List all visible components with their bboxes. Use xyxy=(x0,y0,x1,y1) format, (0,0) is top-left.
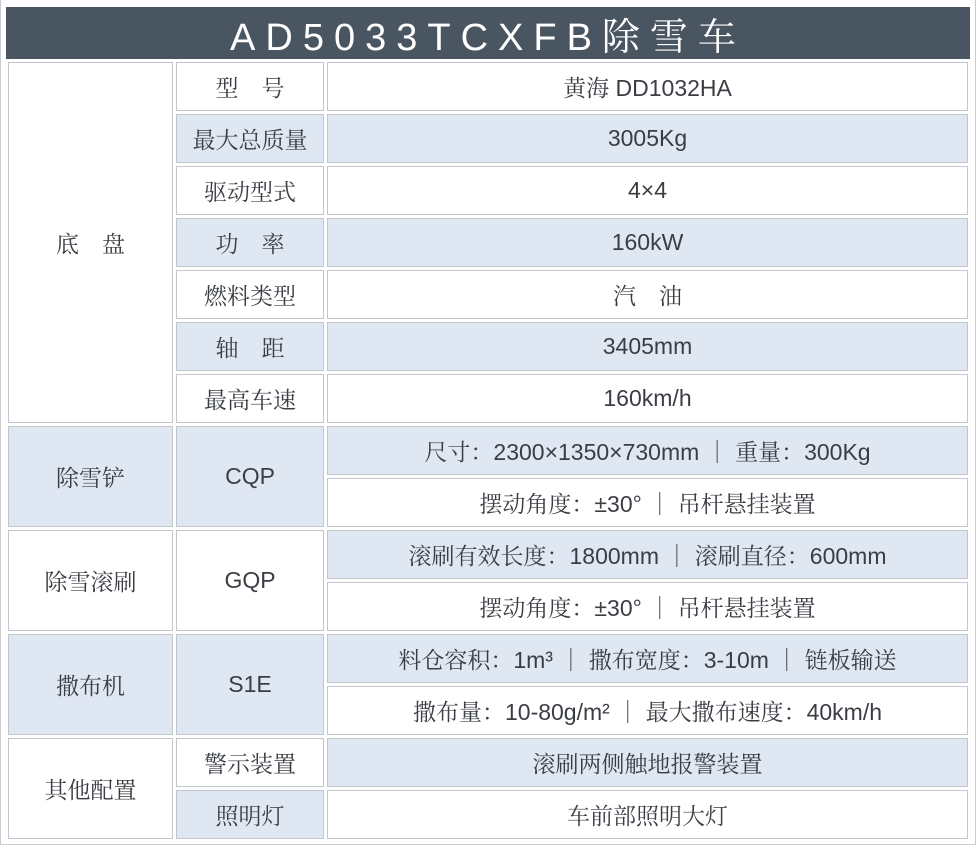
table-row xyxy=(8,634,968,683)
row-label: 驱动型式 xyxy=(176,166,324,215)
section-cell-other: 其他配置 xyxy=(8,738,173,839)
row-label: 轴 距 xyxy=(176,322,324,371)
page-title: AD5033TCXFB除雪车 xyxy=(230,16,746,59)
row-label: 警示装置 xyxy=(176,738,324,787)
row-value: 3005Kg xyxy=(327,114,968,163)
row-value: 160kW xyxy=(327,218,968,267)
table-row xyxy=(8,426,968,475)
title-bar xyxy=(6,7,970,59)
row-value: 滚刷两侧触地报警装置 xyxy=(327,738,968,787)
row-value: 料仓容积：1m³ ｜ 撒布宽度：3-10m ｜ 链板输送 xyxy=(327,634,968,683)
table-row xyxy=(8,62,968,111)
model-cell-spreader: S1E xyxy=(176,634,324,735)
row-value: 尺寸：2300×1350×730mm ｜ 重量：300Kg xyxy=(327,426,968,475)
row-value: 撒布量：10-80g/m² ｜ 最大撒布速度：40km/h xyxy=(327,686,968,735)
model-cell-brush: GQP xyxy=(176,530,324,631)
section-cell-chassis: 底 盘 xyxy=(8,62,173,423)
row-value: 4×4 xyxy=(327,166,968,215)
row-value: 滚刷有效长度：1800mm ｜ 滚刷直径：600mm xyxy=(327,530,968,579)
section-cell-spreader: 撒布机 xyxy=(8,634,173,735)
table-row xyxy=(8,530,968,579)
row-label: 燃料类型 xyxy=(176,270,324,319)
row-value: 车前部照明大灯 xyxy=(327,790,968,839)
row-label: 最高车速 xyxy=(176,374,324,423)
row-value: 3405mm xyxy=(327,322,968,371)
spec-table xyxy=(5,59,971,842)
section-cell-shovel: 除雪铲 xyxy=(8,426,173,527)
row-value: 160km/h xyxy=(327,374,968,423)
row-value: 摆动角度：±30° ｜ 吊杆悬挂装置 xyxy=(327,582,968,631)
row-value: 摆动角度：±30° ｜ 吊杆悬挂装置 xyxy=(327,478,968,527)
table-row xyxy=(8,738,968,787)
row-value: 黄海 DD1032HA xyxy=(327,62,968,111)
row-label: 最大总质量 xyxy=(176,114,324,163)
row-value: 汽 油 xyxy=(327,270,968,319)
row-label: 型 号 xyxy=(176,62,324,111)
model-cell-shovel: CQP xyxy=(176,426,324,527)
row-label: 功 率 xyxy=(176,218,324,267)
section-cell-brush: 除雪滚刷 xyxy=(8,530,173,631)
row-label: 照明灯 xyxy=(176,790,324,839)
